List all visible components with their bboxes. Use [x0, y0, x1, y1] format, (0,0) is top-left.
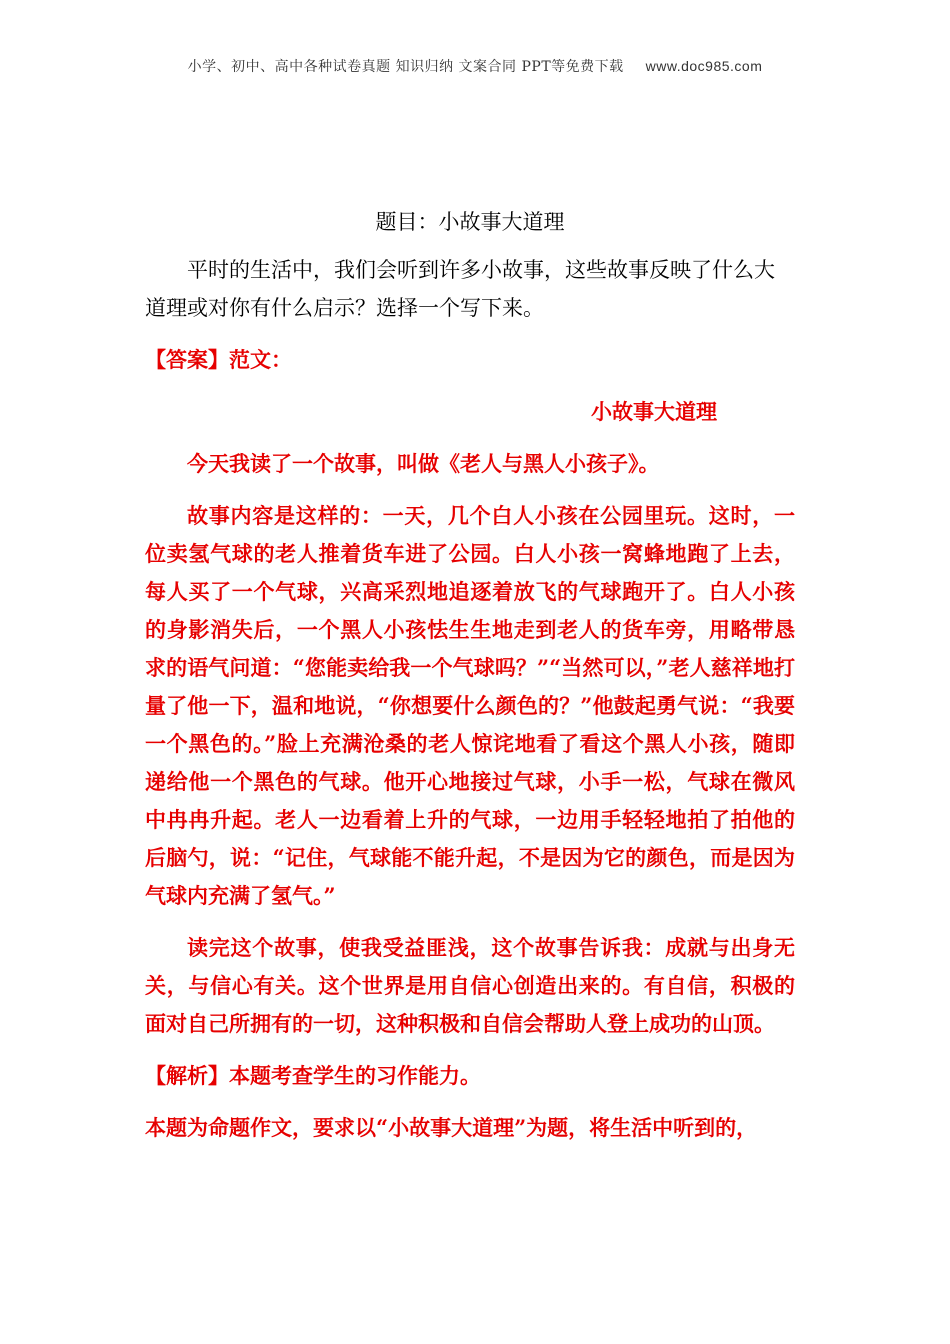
essay-paragraph-2: 故事内容是这样的：一天，几个白人小孩在公园里玩。这时，一位卖氢气球的老人推着货车进了公园。白人小孩一窝蜂地跑了上去，每人买了一个气球，兴高采烈地追逐着放飞的气球跑开了。白人小孩的身影消失后，一个黑人小孩怯生生地走到老人的货车旁，用略带恳求的语气问道：“您能卖给我一个气球吗？”“当然可以，”老人慈祥地打量了他一下，温和地说，“你想要什么颜色的？”他鼓起勇气说：“我要一个黑色的。”脸上充满沧桑的老人惊诧地看了看这个黑人小孩，随即递给他一个黑色的气球。他开心地接过气球，小手一松，气球在微风中冉冉升起。老人一边看着上升的气球，一边用手轻轻地拍了拍他的后脑勺，说：“记住，气球能不能升起，不是因为它的颜色，而是因为气球内充满了氢气。” [145, 503, 795, 908]
question-title: 题目：小故事大道理 [375, 210, 565, 234]
page-header [0, 56, 950, 76]
essay-paragraph-1: 今天我读了一个故事，叫做《老人与黑人小孩子》。 [187, 451, 660, 476]
analysis-text: 本题为命题作文，要求以“小故事大道理”为题，将生活中听到的， [145, 1115, 758, 1140]
essay-title: 小故事大道理 [591, 399, 717, 424]
analysis-label: 【解析】本题考查学生的习作能力。 [145, 1063, 481, 1088]
question-prompt: 平时的生活中，我们会听到许多小故事，这些故事反映了什么大道理或对你有什么启示？选择一个写下来。 [145, 258, 775, 320]
header-site-link[interactable]: www.doc985.com [645, 58, 763, 74]
essay-paragraph-3: 读完这个故事，使我受益匪浅，这个故事告诉我：成就与出身无关，与信心有关。这个世界是用自信心创造出来的。有自信，积极的面对自己所拥有的一切，这种积极和自信会帮助人登上成功的山顶。 [145, 935, 795, 1036]
header-text: 小学、初中、高中各种试卷真题 知识归纳 文案合同 PPT等免费下载 [187, 59, 624, 75]
answer-label: 【答案】范文： [145, 347, 292, 372]
document-body [145, 203, 795, 1161]
